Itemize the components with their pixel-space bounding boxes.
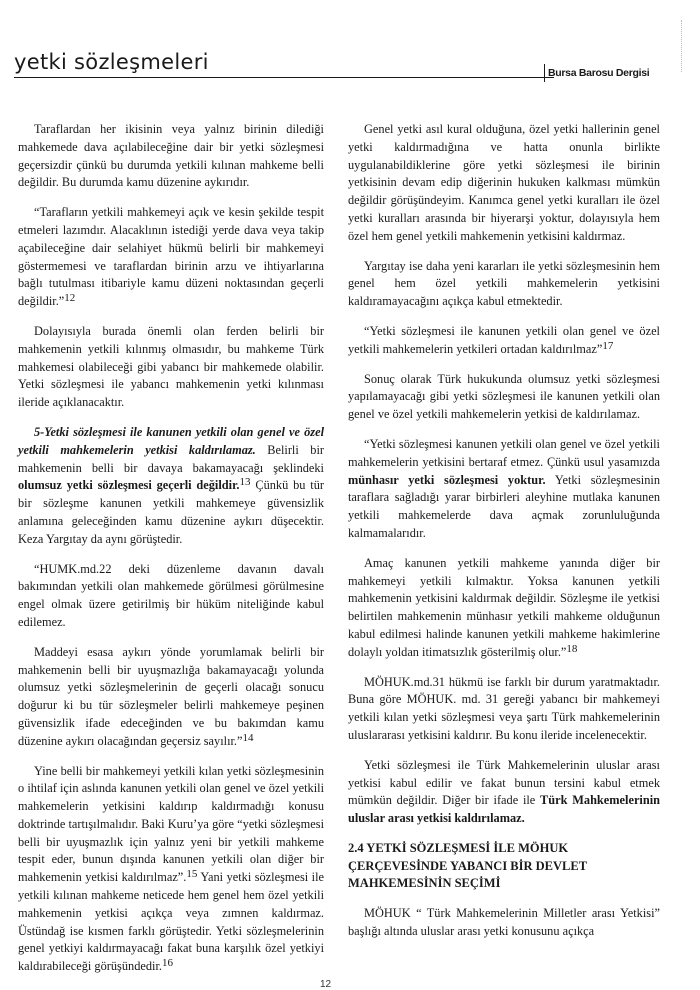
paragraph	[18, 424, 324, 549]
body-text: Çünkü bu tür bir sözleşme kanunen yetkili mahkemeye güvensizlik anlamına geleceğinden kamu düzenine aykırı düşecektir. Keza Yargıtay da aynı görüştedir.	[18, 478, 324, 546]
footnote-ref: 14	[242, 731, 254, 744]
paragraph	[348, 436, 660, 543]
body-text: Amaç kanunen yetkili mahkeme yanında diğer bir mahkemeyi yetkili kılmaktır. Yoksa kanunen yetkili mahkemenin yetkisini kaldırmak değildir. Sözleşme ile yetkisi belirtilen mahkemenin münhasır yetkili mahkeme olduğunun kabul edilmesi halinde kanunen yetkili mahkeme hakimlerine dolaylı yoldan itimatsızlık gösterilmiş olur.”	[348, 555, 660, 659]
page-number: 12	[320, 979, 332, 990]
paragraph: Taraflardan her ikisinin veya yalnız birinin dilediği mahkemede dava açılabileceğine dair bir yetki sözleşmesi geçersizdir çünkü bu durumda yetkili kılınan mahkeme belli değildir. Bu durumda kamu düzenine aykırıdır.	[18, 122, 324, 190]
paragraph: Sonuç olarak Türk hukukunda olumsuz yetki sözleşmesi yapılamayacağı gibi yetki sözleşmesi ile kanunen yetkili olan genel ve özel yetkili mahkemelerin yetkisi de kaldırılamaz.	[348, 371, 660, 422]
footnote-ref: 18	[566, 642, 578, 655]
paragraph: Dolayısıyla burada önemli olan ferden belirli bir mahkemenin yetkili kılınmış olmasıdır, bu mahkeme Türk mahkemesi olabileceği gibi yabancı bir mahkemede olabilir. Yetki sözleşmesi ile yabancı mahkemenin yetki kılınması ileride açıklanacaktır.	[18, 323, 324, 410]
footnote-ref: 16	[161, 957, 173, 970]
paragraph	[18, 763, 324, 977]
paragraph: “HUMK.md.22 deki düzenleme davanın davalı bakımından yetkili olan mahkemede görülmesi görülmesine engel olmak üzere getirilmiş bir hüküm niteliğinde kabul edilemez.	[18, 561, 324, 629]
running-head-title: yetki sözleşmeleri	[14, 50, 209, 74]
paragraph	[18, 644, 324, 751]
paragraph	[348, 555, 660, 662]
footnote-ref: 13	[239, 476, 251, 489]
paragraph: Yargıtay ise daha yeni kararları ile yetki sözleşmesinin hem genel hem özel yetkili mahkemelerin yetkisini kaldıramayacağını açıkça kabul etmektedir.	[348, 258, 660, 309]
emphasis-text: Türk Mahkemelerinin uluslar arası yetkisi kaldırılamaz.	[348, 793, 661, 826]
section-subheading: 5-Yetki sözleşmesi ile kanunen yetkili olan genel ve özel yetkili mahkemelerin yetkisi kaldırılamaz.	[18, 424, 324, 457]
quote-text: “Tarafların yetkili mahkemeyi açık ve kesin şekilde tespit etmeleri lazımdır. Alacaklının istediği yerde dava veya takip açabileceğine dair selahiyet hükmü belirli bir mahkemeyi göstermemesi ve taraflardan birinin arzu ve ihtiyarlarına bağlı tutulması itibariyle kamu düzeni noktasından geçerli değildir.”	[18, 205, 324, 309]
body-text: Yetki sözleşmesinin taraflara sağladığı yarar birbirleri aleyhine mutlaka kanunen yetkili mahkemelerde dava açmak zorunluluğunda kalmamalarıdır.	[348, 472, 660, 540]
journal-name: Bursa Barosu Dergisi	[548, 67, 650, 79]
paragraph	[18, 204, 324, 311]
emphasis-text: olumsuz yetki sözleşmesi geçerli değildir.	[18, 478, 240, 493]
body-text: Belirli bir mahkemenin belli bir davaya bakamayacağı şeklindeki	[18, 442, 324, 475]
quote-text: “Yetki sözleşmesi ile kanunen yetkili olan genel ve özel yetkili mahkemelerin yetkileri ortadan kaldırılmaz”	[348, 323, 660, 356]
paragraph	[348, 323, 660, 359]
header-rule	[14, 77, 554, 78]
body-text: Maddeyi esasa aykırı yönde yorumlamak belirli bir mahkemenin belli bir uyuşmazlığa bakamayacağı yolunda olumsuz yetki sözleşmelerinin de geçerli olacağı sonucu doğurur ki bu tür sözleşmeler belirli mahkemeye peşinen güvensizlik ifade edeceğinden ve bu bakımdan kamu düzenine aykırı olacağından geçersiz sayılır.”	[18, 644, 324, 748]
section-heading: 2.4 YETKİ SÖZLEŞMESİ İLE MÖHUK ÇERÇEVESİNDE YABANCI BİR DEVLET MAHKEMESİNİN SEÇİMİ	[348, 840, 587, 891]
quote-text: “Yetki sözleşmesi kanunen yetkili olan genel ve özel yetkili mahkemelerin yetkisini bertaraf etmez. Çünkü usul yasamızda	[348, 436, 660, 469]
footnote-ref: 15	[186, 868, 198, 881]
paragraph: Genel yetki asıl kural olduğuna, özel yetki hallerinin genel yetki kaldırmadığına ve hatta onunla birlikte uygulanabildiklerine göre yetki sözleşmesi ile birinin yetkisinin devam edip diğerinin hukuken kalkması mümkün değildir görüşündeyim. Kanımca genel yetki kuralları ile özel yetki kuralları arasında bir hiyerarşi yoktur, dolayısıyla hem özel hem genel yetkili mahkemenin yetkisini kaldırmaz.	[348, 122, 660, 243]
paragraph: MÖHUK “ Türk Mahkemelerinin Milletler arası Yetkisi” başlığı altında uluslar arası yetki konusunu açıkça	[348, 906, 660, 939]
body-text: Yine belli bir mahkemeyi yetkili kılan yetki sözleşmesinin o ihtilaf için aslında kanunen yetkili olan genel ve özel yetkili mahkemelerin yetkisini kaldırıp kaldırmadığı konusu doktrinde tartışılmalıdır. Baki Kuru’ya göre “yetki sözleşmesi belli bir uyuşmazlık için yalnız yeni bir yetkili mahkeme tespit eder, bunun dışında kanunen yetkili olan diğer bir mahkemenin yetkisi kaldırılmaz”.	[18, 763, 324, 885]
emphasis-text: münhasır yetki sözleşmesi yoktur.	[348, 472, 546, 487]
footnote-ref: 17	[602, 339, 614, 352]
footnote-ref: 12	[64, 292, 76, 305]
body-text: Yetki sözleşmesi ile Türk Mahkemelerinin uluslar arası yetkisi kabul edilir ve fakat bunun tersini kabul etmek mümkün değildir. Diğer bir ifade ile	[348, 757, 660, 808]
paragraph: MÖHUK.md.31 hükmü ise farklı bir durum yaratmaktadır. Buna göre MÖHUK. md. 31 gereği yabancı bir mahkemeyi yetkili kılan yetki sözleşmesi veya şartı Türk mahkemelerinin uluslararası yetkisini kaldırır. Bu konu ileride incelenecektir.	[348, 674, 660, 742]
scan-mark	[681, 20, 686, 72]
page-header	[0, 0, 700, 90]
left-column	[18, 121, 324, 988]
header-divider	[544, 64, 545, 82]
right-column	[348, 121, 660, 953]
body-text: Yani yetki sözleşmesi ile yetkili kılınan mahkeme neticede hem genel hem özel yetkili mahkemenin yetkisi açıkça veya zımnen kaldırmaz. Üstündağ ise kısmen farklı görüştedir. Yetki sözleşmelerinin genel yetkiyi kaldırmayacağı fakat buna karşılık özel yetkiyi kaldırabileceği görüşündedir.	[18, 870, 324, 974]
paragraph	[348, 757, 660, 828]
